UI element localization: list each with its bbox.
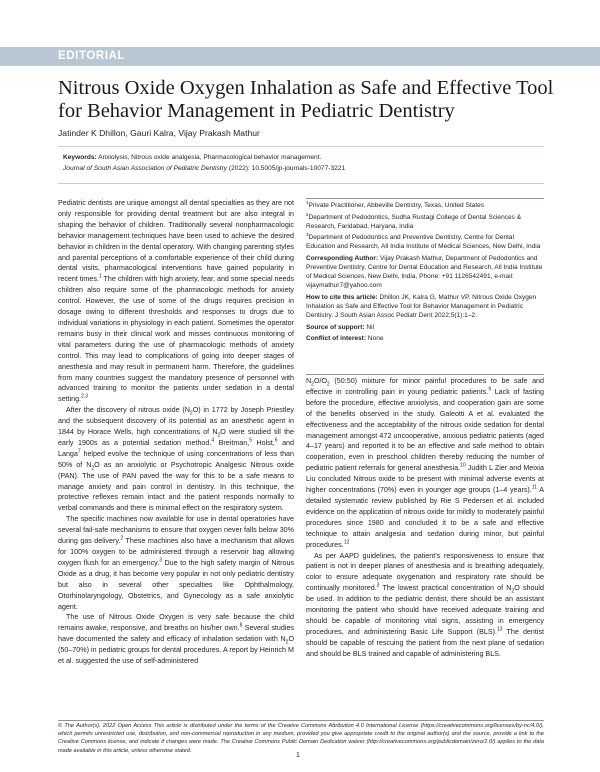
affiliation: $^1$Private Practitioner, Abbeville Dentistry, Texas, United States	[306, 199, 485, 209]
right-column	[306, 376, 544, 660]
affiliation: $^3$Department of Pedodontics and Preventive Dentistry, Centre for Dental Education and Research, All India Institute of Medical Sciences, New Delhi, India	[306, 232, 541, 251]
keywords-box	[58, 146, 544, 184]
divider	[58, 720, 544, 721]
keywords-label: Keywords:	[63, 154, 97, 161]
section-label: EDITORIAL	[58, 50, 126, 62]
source-of-support: Source of support: Nil	[306, 323, 375, 331]
how-to-cite: How to cite this article: Dhillon JK, Kalra G, Mathur VP. Nitrous Oxide Oxygen Inhalation as Safe and Effective Tool for Behavior Management in Pediatric Dentistry. J South Asian Assoc Pediatr Dent 2022;5(1):1–2.	[306, 293, 537, 320]
paragraph: The specific machines now available for use in dental operatories have several fail-safe mechanisms to ensure that oxygen never falls below 30% during gas delivery.$^2$ These machines also have a mechanism that allows for 100% oxygen to be administered through a reservoir bag allowing oxygen flush for an emergency.$^3$ Due to the high safety margin of Nitrous Oxide as a drug, it has become very popular in not only pediatric dentistry but also in several other specialties like Ophthalmology, Otorhinolaryngology, Obstetrics, and Gynecology as a safe anxiolytic agent.	[58, 515, 295, 611]
keywords-line	[63, 153, 321, 162]
journal-name: Journal of South Asian Association of Pediatric Dentistry	[63, 165, 228, 172]
paragraph: Pediatric dentists are unique amongst all dental specialties as they are not only responsible for providing dental treatment but are also integral in shaping the behavior of children. Traditionally several nonpharmacologic behavior management techniques have been used to achieve the desired behavior in children in the dental operatory. With changing parenting styles and parental perceptions of a comfortable experience of their child during dental visits, pharmacological interventions have gained popularity in recent times.$^1$ The children with high anxiety, fear, and some special needs children also require some of the pharmacologic methods for anxiety control. However, the use of some of the drugs requires precision in dosage owing to different thresholds and responses to drugs due to individual variations in physiology in each patient. Sometimes the operator remains busy in their clinical work and misses continuous monitoring of vital parameters during the use of pharmacologic methods of anxiety control. This may lead to complications of going into deeper stages of anesthesia and may result in permanent harm. Therefore, the guidelines from many countries suggest the mandatory presence of personnel with advanced training to monitor the patients under sedation in a dental setting.$^{2,3}$	[58, 199, 295, 404]
journal-citation	[63, 164, 345, 173]
page-number: 1	[296, 752, 300, 759]
paragraph: $N_2O/O_2$ (50:50) mixture for minor painful procedures to be safe and effective in controlling pain in young pediatric patients.$^9$ Lack of fasting before the procedure, effective anxiolysis, and cooperation gain are some of the benefits observed in the study. Galeotti A et al. evaluated the effectiveness and the acceptability of the nitrous oxide sedation for dental management amongst 472 uncooperative, anxious pediatric patients (aged 4–17 years) and reported it to be an effective and safe method to obtain cooperation, even in preschool children thereby reducing the number of pediatric patient referrals for general anesthesia.$^{10}$ Judith L Zier and Meixia Liu concluded Nitrous oxide to be present with minimal adverse events at higher concentrations (70%) even in younger age groups (1–4 years).$^{11}$ A detailed systematic review published by Rie S Pedersen et al. included evidence on the application of nitrous oxide for mildly to moderately painful procedures since 1980 and concluded it to be a safe and effective technique to attain analgesia and sedation during minor, but painful procedures.$^{12}$	[306, 377, 544, 549]
conflict-of-interest: Conflict of interest: None	[306, 335, 384, 343]
paragraph: After the discovery of nitrous oxide $(N_2O)$ in 1772 by Joseph Priestley and the subsequent discovery of its potential as an anesthetic agent in 1844 by Horace Wells, high concentrations of $N_2O$ were studied till the early 1900s as a potential sedation method.$^4$ Breitman,$^5$ Holst,$^6$ and Langa$^7$ helped evolve the technique of using concentrations of less than 50% of $N_2O$ as an anxiolytic or Psychotropic Analgesic Nitrous oxide (PAN). The use of PAN paved the way for this to be a safe means to manage anxiety and pain control in dentistry. In this technique, the protective reflexes remain intact and the patient responds normally to verbal commands and there is minimal effect on the respiratory system.	[58, 406, 294, 513]
affiliation: $^2$Department of Pedodontics, Sudha Rustagi College of Dental Sciences & Research, Faridabad, Haryana, India	[306, 211, 522, 230]
license-footer: © The Author(s). 2022 Open Access This article is distributed under the terms of the Creative Commons Attribution 4.0 International License (https://creativecommons.org/licenses/by-nc/4.0/), which permits unrestricted use, distribution, and non-commercial reproduction in any medium, provided you give appropriate credit to the original author(s) and the source, provide a link to the Creative Commons license, and indicate if changes were made. The Creative Commons Public Domain Dedication waiver (http://creativecommons.org/publicdomain/zero/1.0/) applies to the data made available in this article, unless otherwise stated.	[58, 723, 544, 754]
keywords-text: Anxiolysis, Nitrous oxide analgesia, Pharmacological behavior management.	[98, 154, 322, 161]
divider	[306, 374, 544, 375]
left-column	[58, 198, 294, 667]
journal-doi: (2022): 10.5005/jp-journals-10077-3221	[228, 165, 346, 172]
article-info-box	[306, 198, 544, 346]
corresponding-author: Corresponding Author: Vijay Prakash Mathur, Department of Pedodontics and Preventive Dentistry, Centre for Dental Education and Research, All India Institute of Medical Sciences, New Delhi, India, Phone: +91 1126542491, e-mail: vijaymathur7@yahoo.com	[306, 254, 543, 290]
author-list: Jatinder K Dhillon, Gauri Kalra, Vijay Prakash Mathur	[58, 128, 260, 138]
paragraph: As per AAPD guidelines, the patient’s responsiveness to ensure that patient is not in deeper planes of anesthesia and is breathing adequately, color to ensure adequate oxygenation and respiratory rate should be continually monitored.$^3$ The lowest practical concentration of $N_2O$ should be used. In addition to the pediatric dentist, there should be an assistant monitoring the patient who should have received adequate training and should be capable of monitoring vital signs, assisting in emergency procedures, and administering Basic Life Support (BLS).$^{13}$ The dentist should be capable of rescuing the patient from the next plane of sedation and should be BLS trained and capable of administering BLS.	[306, 551, 545, 658]
paragraph: The use of Nitrous Oxide Oxygen is very safe because the child remains awake, responsive, and breaths on his/her own.$^8$ Several studies have documented the safety and efficacy of inhalation sedation with $N_2O$ (50–70%) in pediatric groups for dental procedures. A report by Heinrich M et al. suggested the use of self-administered	[58, 613, 294, 666]
article-title: Nitrous Oxide Oxygen Inhalation as Safe and Effective Tool for Behavior Management in Pediatric Dentistry	[58, 77, 554, 122]
divider	[306, 198, 544, 199]
section-band	[0, 47, 600, 66]
